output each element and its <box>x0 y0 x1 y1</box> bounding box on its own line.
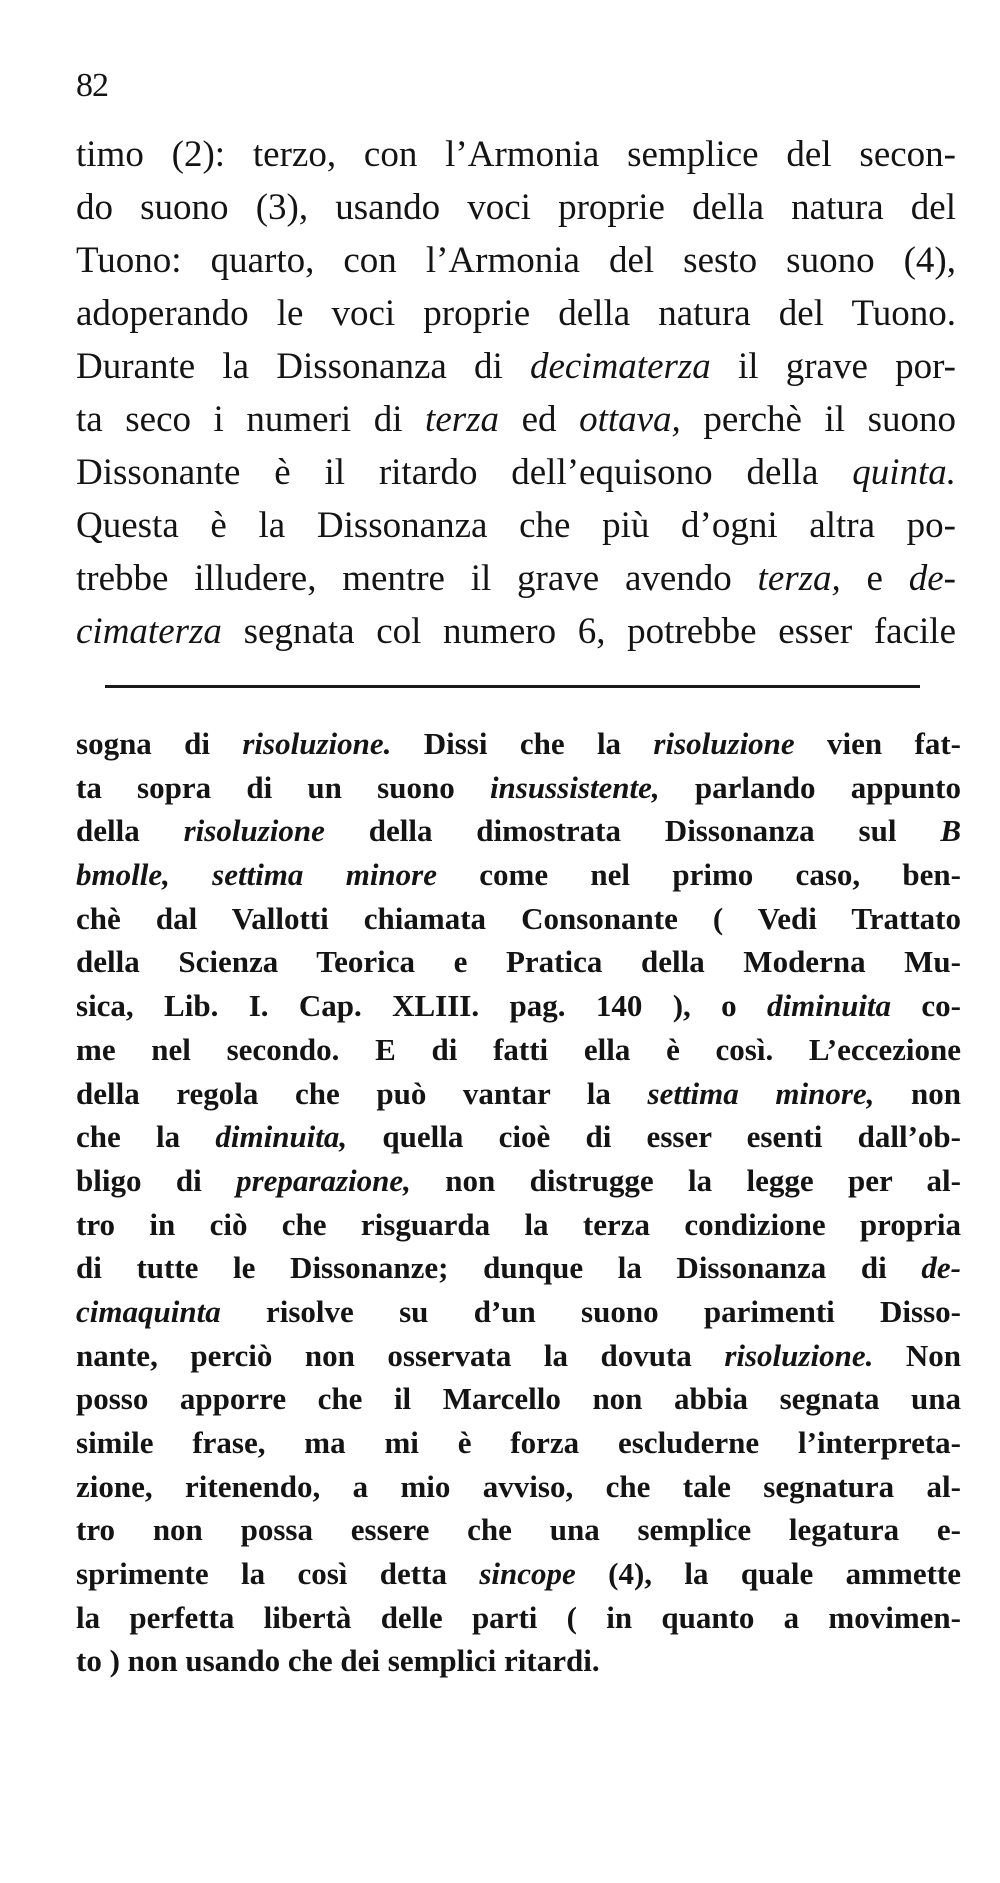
italic-term: preparazione, <box>236 1162 411 1198</box>
italic-term: bmolle, settima minore <box>76 857 437 893</box>
text-segment: Non <box>873 1337 961 1373</box>
italic-term: risoluzione <box>183 813 325 849</box>
text-line <box>76 1334 961 1378</box>
text-line <box>76 1159 961 1203</box>
text-line <box>76 1203 961 1247</box>
text-line <box>76 181 956 234</box>
text-segment: Dissonante è il ritardo dell’equisono della <box>76 452 853 493</box>
italic-term: diminuita, <box>215 1119 348 1155</box>
text-segment: Durante la Dissonanza di <box>76 346 530 387</box>
text-segment: della Scienza Teorica e Pratica della Moderna Mu- <box>76 944 961 980</box>
italic-term: de- <box>908 558 956 599</box>
text-segment: e <box>840 558 909 599</box>
text-segment: tro non possa essere che una semplice legatura e- <box>76 1512 961 1548</box>
text-line <box>76 340 956 393</box>
text-segment: (4), la quale ammette <box>575 1556 961 1592</box>
italic-term: de- <box>921 1250 961 1286</box>
text-segment: zione, ritenendo, a mio avviso, che tale segnatura al- <box>76 1468 961 1504</box>
text-segment: nante, perciò non osservata la dovuta <box>76 1337 725 1373</box>
text-line <box>76 1028 961 1072</box>
text-segment: vien fat- <box>794 726 961 761</box>
italic-term: terza, <box>757 558 841 599</box>
text-segment: il grave por- <box>710 346 956 387</box>
text-segment: ta seco i numeri di <box>76 399 426 440</box>
text-line <box>76 1508 961 1552</box>
text-segment: to ) non usando che dei semplici ritardi. <box>76 1643 600 1679</box>
text-line <box>76 499 956 552</box>
text-line <box>76 940 961 984</box>
text-segment: risolve su d’un suono parimenti Disso- <box>220 1293 961 1329</box>
italic-term: cimaquinta <box>76 1293 221 1329</box>
text-line <box>76 234 956 287</box>
text-line <box>76 1290 961 1334</box>
text-segment: parlando appunto <box>659 769 961 805</box>
text-segment: timo (2): terzo, con l’Armonia semplice del secon- <box>76 134 956 175</box>
italic-term: settima minore, <box>647 1075 875 1111</box>
text-segment: segnata col numero 6, potrebbe esser facile <box>221 611 956 652</box>
italic-term: B <box>940 813 961 849</box>
italic-term: terza <box>425 399 500 440</box>
text-segment: me nel secondo. E di fatti ella è così. L’eccezione <box>76 1031 961 1067</box>
text-line <box>76 128 956 181</box>
text-segment: che la <box>76 1119 216 1155</box>
text-segment: adoperando le voci proprie della natura del Tuono. <box>76 293 956 334</box>
text-line <box>76 1115 961 1159</box>
footnote-separator-rule <box>105 685 920 688</box>
text-line <box>76 897 961 941</box>
text-line <box>76 1596 961 1640</box>
text-line <box>76 853 961 897</box>
italic-term: sincope <box>479 1556 576 1592</box>
text-segment: della regola che può vantar la <box>76 1075 648 1111</box>
text-segment: Questa è la Dissonanza che più d’ogni altra po- <box>76 505 956 546</box>
text-line <box>76 1639 961 1683</box>
text-line <box>76 446 956 499</box>
text-line <box>76 552 956 605</box>
text-line <box>76 766 961 810</box>
text-segment: la perfetta libertà delle parti ( in quanto a movimen- <box>76 1599 961 1635</box>
text-segment: ed <box>499 399 580 440</box>
text-segment: sica, Lib. I. Cap. XLIII. pag. 140 ), o <box>76 988 767 1024</box>
text-segment: sprimente la così detta <box>76 1556 480 1592</box>
text-segment: non <box>874 1075 961 1111</box>
italic-term: cimaterza <box>76 611 222 652</box>
text-segment: Tuono: quarto, con l’Armonia del sesto suono (4), <box>76 240 956 281</box>
text-segment: co- <box>891 988 961 1024</box>
text-line <box>76 1377 961 1421</box>
text-segment: come nel primo caso, ben- <box>437 857 961 893</box>
text-line <box>76 287 956 340</box>
text-line <box>76 809 961 853</box>
text-segment: quella cioè di esser esenti dall’ob- <box>347 1119 961 1155</box>
italic-term: risoluzione. <box>724 1337 874 1373</box>
text-segment: ta sopra di un suono <box>76 769 490 805</box>
italic-term: insussistente, <box>489 769 660 805</box>
text-segment: di tutte le Dissonanze; dunque la Dissonanza di <box>76 1250 922 1286</box>
text-line <box>76 1465 961 1509</box>
text-line <box>76 393 956 446</box>
text-line <box>76 1552 961 1596</box>
text-segment: della dimostrata Dissonanza sul <box>324 813 941 849</box>
italic-term: decimaterza <box>529 346 711 387</box>
footnote-text-block <box>76 722 961 1683</box>
text-segment: chè dal Vallotti chiamata Consonante ( Vedi Trattato <box>76 900 961 936</box>
text-segment: perchè il suono <box>680 399 956 440</box>
italic-term: ottava, <box>579 399 681 440</box>
italic-term: quinta. <box>852 452 956 493</box>
text-segment: sogna di <box>76 726 243 761</box>
text-segment: simile frase, ma mi è forza escluderne l’interpreta- <box>76 1425 961 1460</box>
italic-term: risoluzione. <box>242 726 392 761</box>
text-line <box>76 1246 961 1290</box>
text-segment: Dissi che la <box>391 726 654 761</box>
text-segment: do suono (3), usando voci proprie della natura del <box>76 187 956 228</box>
text-segment: tro in ciò che risguarda la terza condizione propria <box>76 1206 961 1242</box>
text-line <box>76 722 961 766</box>
text-segment: bligo di <box>76 1162 237 1198</box>
text-line <box>76 605 956 658</box>
page-number: 82 <box>76 67 108 104</box>
italic-term: risoluzione <box>653 726 795 761</box>
text-line <box>76 984 961 1028</box>
text-line <box>76 1421 961 1465</box>
text-segment: trebbe illudere, mentre il grave avendo <box>76 558 758 599</box>
text-segment: non distrugge la legge per al- <box>410 1162 961 1198</box>
text-line <box>76 1072 961 1116</box>
italic-term: diminuita <box>767 988 892 1024</box>
text-segment: della <box>76 813 184 849</box>
main-text-block <box>76 128 956 658</box>
text-segment: posso apporre che il Marcello non abbia segnata una <box>76 1381 961 1417</box>
